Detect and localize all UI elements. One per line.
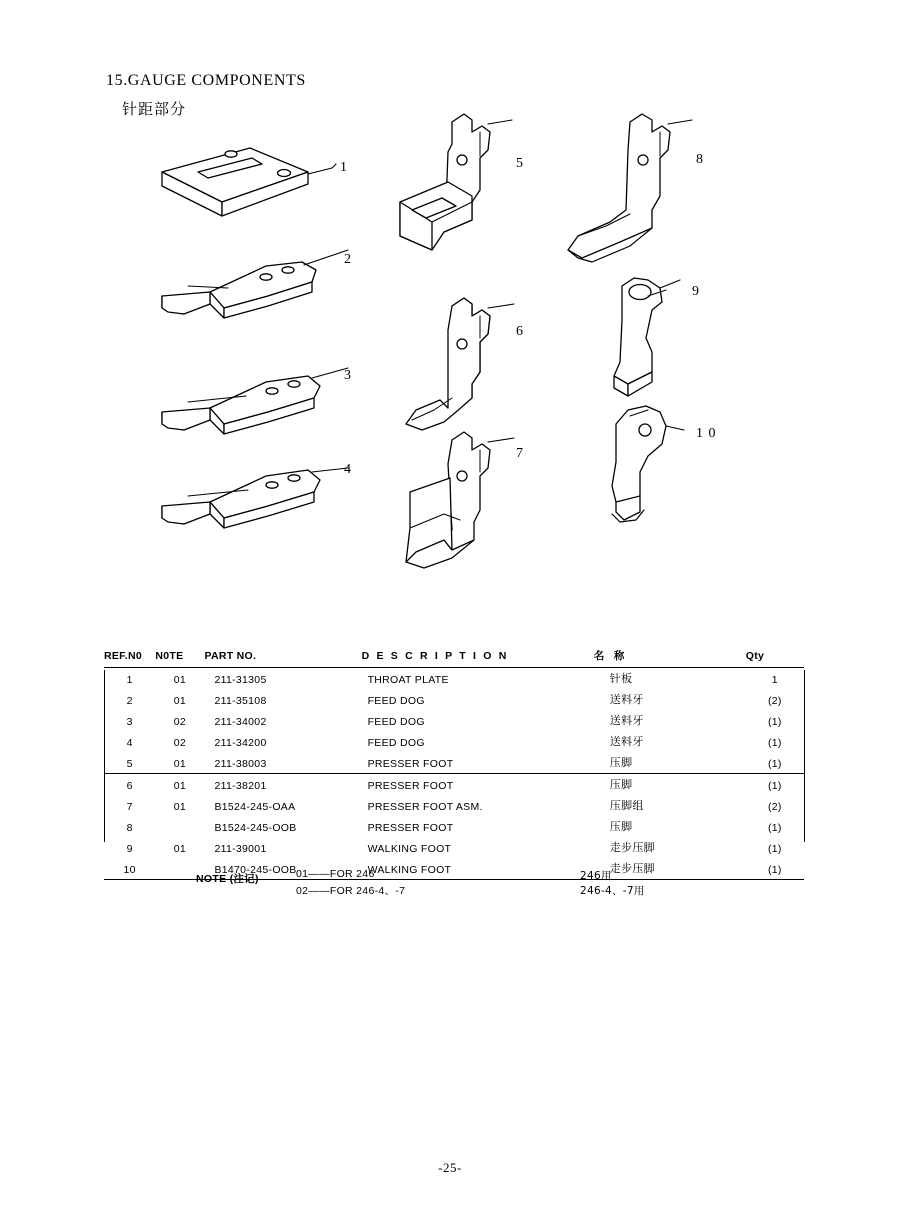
header-part: PART NO. — [204, 649, 257, 662]
cell-note: 01 — [173, 758, 187, 770]
part-presser-foot-7 — [406, 432, 514, 568]
cell-part: B1470-245-OOB — [214, 864, 297, 876]
cell-note: 02 — [173, 737, 187, 749]
cell-part: B1524-245-OAA — [214, 801, 296, 813]
table-row — [104, 774, 804, 796]
cell-qty: (1) — [768, 864, 782, 876]
page-title-chinese: 针距部分 — [122, 100, 187, 118]
header-name-chinese: 名 称 — [593, 650, 628, 662]
part-walking-foot-10 — [612, 406, 684, 522]
cell-name-chinese: 压脚组 — [609, 799, 644, 812]
cell-ref: 7 — [126, 801, 133, 813]
header-ref: REF.N0 — [104, 649, 142, 662]
part-feed-dog-4 — [162, 468, 348, 528]
cell-qty: (1) — [768, 780, 782, 792]
callout-8: 8 — [696, 152, 704, 167]
cell-description: FEED DOG — [367, 737, 425, 749]
cell-description: FEED DOG — [367, 716, 425, 728]
table-header-row — [104, 648, 804, 668]
callout-9: 9 — [692, 284, 700, 299]
cell-description: PRESSER FOOT ASM. — [367, 801, 483, 813]
cell-name-chinese: 针板 — [609, 672, 633, 685]
parts-table-body — [104, 668, 804, 880]
cell-note: 01 — [173, 674, 187, 686]
cell-name-chinese: 走步压脚 — [609, 862, 655, 875]
note-code: 02——FOR 246-4、-7 — [296, 885, 406, 897]
callout-3: 3 — [344, 368, 352, 383]
table-row — [104, 752, 804, 774]
cell-qty: (1) — [768, 716, 782, 728]
header-qty: Qty — [745, 649, 765, 662]
part-presser-foot-6 — [406, 298, 514, 430]
cell-part: B1524-245-OOB — [214, 822, 297, 834]
note-code: 01——FOR 246 — [296, 868, 375, 880]
page-number: -25- — [438, 1160, 462, 1175]
parts-diagram-svg — [100, 110, 820, 610]
cell-name-chinese: 压脚 — [609, 756, 633, 769]
part-feed-dog-3 — [162, 368, 348, 434]
cell-part: 211-35108 — [214, 695, 267, 707]
cell-name-chinese: 走步压脚 — [609, 841, 655, 854]
table-row — [104, 668, 804, 690]
part-presser-foot-8 — [568, 114, 692, 262]
header-note: N0TE — [155, 649, 184, 662]
cell-name-chinese: 送料牙 — [609, 693, 644, 706]
cell-ref: 8 — [126, 822, 133, 834]
table-row — [104, 837, 804, 858]
callout-1: 1 — [340, 160, 348, 175]
note-label: NOTE (注记) — [196, 873, 259, 885]
cell-ref: 6 — [126, 780, 133, 792]
cell-qty: (2) — [768, 801, 782, 813]
callout-4: 4 — [344, 462, 352, 477]
cell-ref: 4 — [126, 737, 133, 749]
cell-ref: 1 — [126, 674, 133, 686]
cell-qty: 1 — [771, 674, 778, 686]
part-throat-plate — [162, 148, 332, 216]
cell-qty: (1) — [768, 758, 782, 770]
cell-part: 211-38003 — [214, 758, 267, 770]
cell-ref: 9 — [126, 843, 133, 855]
cell-note: 01 — [173, 801, 187, 813]
note-code-chinese: 246-4、-7用 — [580, 885, 645, 897]
part-presser-foot-5 — [400, 114, 512, 250]
cell-description: PRESSER FOOT — [367, 780, 454, 792]
cell-ref: 3 — [126, 716, 133, 728]
callout-2: 2 — [344, 252, 352, 267]
cell-description: PRESSER FOOT — [367, 822, 454, 834]
cell-qty: (1) — [768, 737, 782, 749]
cell-note: 02 — [173, 716, 187, 728]
cell-part: 211-31305 — [214, 674, 267, 686]
cell-ref: 5 — [126, 758, 133, 770]
cell-part: 211-39001 — [214, 843, 267, 855]
cell-qty: (2) — [768, 695, 782, 707]
callout-7: 7 — [516, 446, 524, 461]
parts-table-header — [104, 648, 804, 668]
cell-qty: (1) — [768, 822, 782, 834]
parts-table-wrapper — [104, 648, 804, 880]
cell-ref: 2 — [126, 695, 133, 707]
cell-qty: (1) — [768, 843, 782, 855]
part-walking-foot-9 — [614, 278, 680, 396]
callout-6: 6 — [516, 324, 524, 339]
table-row — [104, 689, 804, 710]
leader-lines — [332, 164, 336, 168]
table-row — [104, 795, 804, 816]
cell-note: 01 — [173, 843, 187, 855]
table-left-vertical-rule — [104, 670, 105, 842]
table-row — [104, 816, 804, 837]
parts-diagram — [100, 110, 820, 610]
cell-part: 211-38201 — [214, 780, 267, 792]
page-title: 15.GAUGE COMPONENTS — [106, 72, 306, 89]
cell-description: PRESSER FOOT — [367, 758, 454, 770]
note-code-chinese: 246用 — [580, 870, 612, 882]
table-row — [104, 710, 804, 731]
cell-name-chinese: 送料牙 — [609, 714, 644, 727]
callout-10: 1 0 — [696, 426, 717, 441]
cell-description: WALKING FOOT — [367, 864, 452, 876]
table-right-vertical-rule — [804, 670, 805, 842]
table-row — [104, 731, 804, 752]
cell-description: WALKING FOOT — [367, 843, 452, 855]
cell-name-chinese: 压脚 — [609, 820, 633, 833]
cell-note: 01 — [173, 695, 187, 707]
parts-table — [104, 648, 804, 880]
callout-5: 5 — [516, 156, 524, 171]
cell-description: FEED DOG — [367, 695, 425, 707]
cell-name-chinese: 压脚 — [609, 778, 633, 791]
cell-note — [155, 816, 204, 837]
cell-ref: 10 — [123, 864, 136, 876]
header-description: D E S C R I P T I O N — [361, 649, 509, 662]
cell-name-chinese: 送料牙 — [609, 735, 644, 748]
cell-note: 01 — [173, 780, 187, 792]
cell-part: 211-34200 — [214, 737, 267, 749]
part-feed-dog-2 — [162, 250, 348, 318]
cell-part: 211-34002 — [214, 716, 267, 728]
cell-description: THROAT PLATE — [367, 674, 449, 686]
